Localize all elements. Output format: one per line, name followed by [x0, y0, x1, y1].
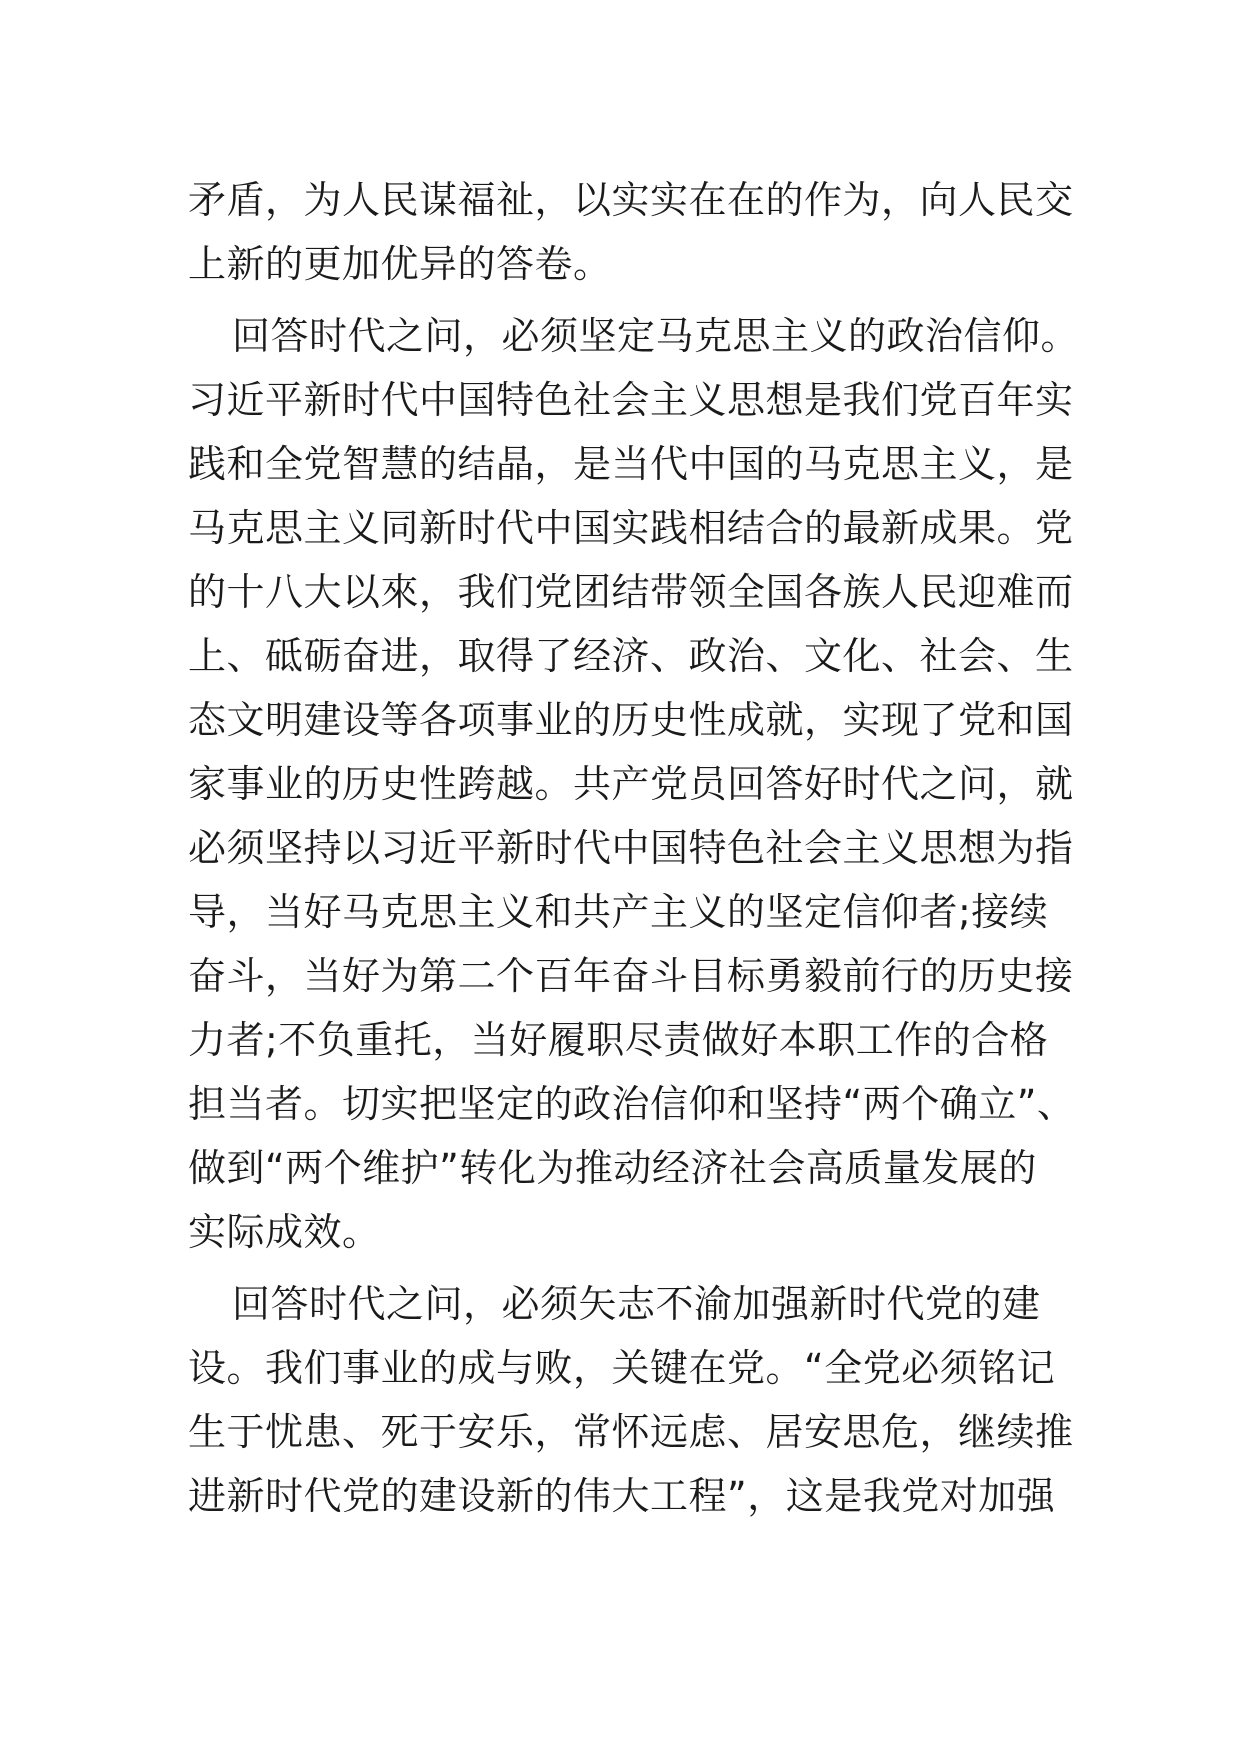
text-line: 态文明建设等各项事业的历史性成就，实现了党和国 [188, 698, 1074, 742]
text-line: 家事业的历史性跨越。共产党员回答好时代之问，就 [188, 762, 1074, 806]
text-line: 马克思主义同新时代中国实践相结合的最新成果。党 [188, 506, 1074, 550]
text-line: 践和全党智慧的结晶，是当代中国的马克思主义，是 [188, 442, 1074, 486]
text-line: 导，当好马克思主义和共产主义的坚定信仰者;接续 [188, 890, 1049, 934]
text-line: 做到“两个维护”转化为推动经济社会高质量发展的 [188, 1146, 1037, 1190]
text-line: 力者;不负重托，当好履职尽责做好本职工作的合格 [188, 1018, 1049, 1062]
document-body [188, 168, 1080, 1528]
text-line: 的十八大以來，我们党团结带领全国各族人民迎难而 [188, 570, 1074, 614]
text-line: 实际成效。 [188, 1210, 381, 1254]
text-line: 设。我们事业的成与败，关键在党。“全党必须铭记 [188, 1346, 1056, 1390]
paragraph-2 [188, 304, 1080, 1264]
paragraph-1 [188, 168, 1074, 296]
text-line: 奋斗，当好为第二个百年奋斗目标勇毅前行的历史接 [188, 954, 1074, 998]
text-line: 上、砥砺奋进，取得了经济、政治、文化、社会、生 [188, 634, 1074, 678]
text-line: 必须坚持以习近平新时代中国特色社会主义思想为指 [188, 826, 1074, 870]
text-line: 进新时代党的建设新的伟大工程”，这是我党对加强 [188, 1474, 1056, 1518]
text-line: 上新的更加优异的答卷。 [188, 242, 612, 286]
text-line: 回答时代之问，必须矢志不渝加强新时代党的建 [232, 1282, 1041, 1326]
text-line: 矛盾，为人民谋福祉，以实实在在的作为，向人民交 [188, 178, 1074, 222]
text-line: 生于忧患、死于安乐，常怀远虑、居安思危，继续推 [188, 1410, 1074, 1454]
text-line: 回答时代之问，必须坚定马克思主义的政治信仰。 [232, 314, 1080, 358]
text-line: 担当者。切实把坚定的政治信仰和坚持“两个确立”、 [188, 1082, 1076, 1126]
text-line: 习近平新时代中国特色社会主义思想是我们党百年实 [188, 378, 1074, 422]
paragraph-3 [188, 1272, 1074, 1528]
